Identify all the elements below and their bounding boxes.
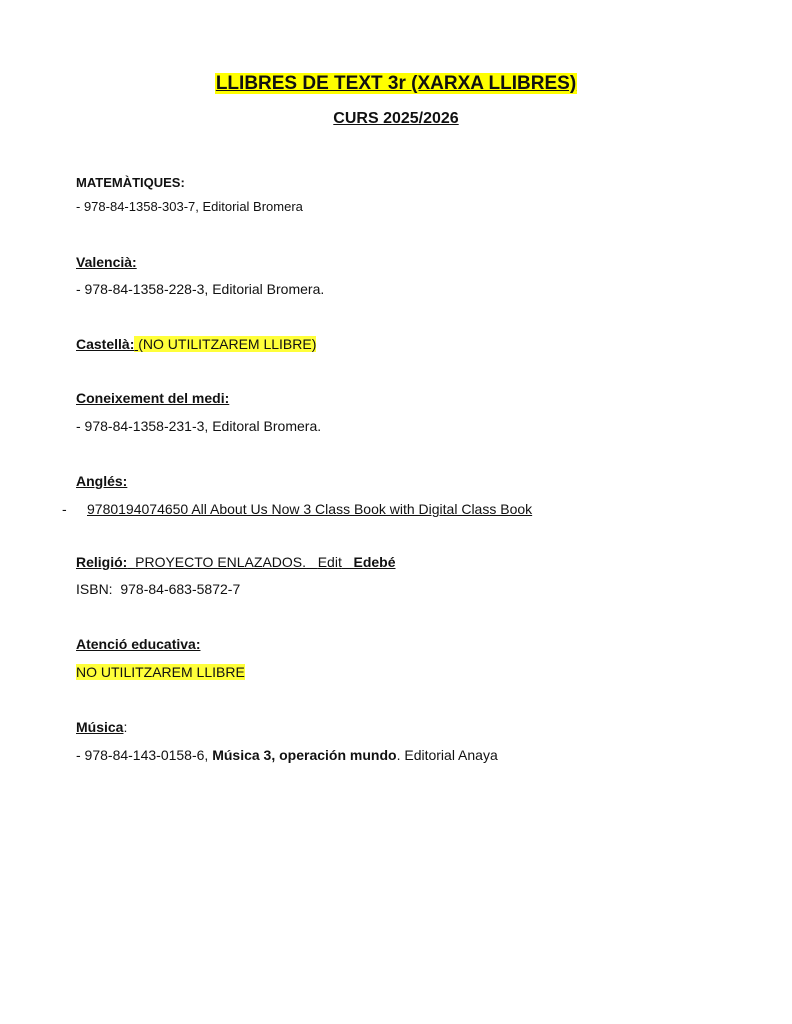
entry-angles: 9780194074650 All About Us Now 3 Class Book with Digital Class Book bbox=[87, 501, 533, 517]
heading-castella: Castellà: bbox=[76, 336, 135, 352]
entry-valencia: - 978-84-1358-228-3, Editorial Bromera. bbox=[76, 281, 325, 297]
note-castella: (NO UTILITZAREM LLIBRE) bbox=[138, 336, 317, 352]
row-religio bbox=[76, 553, 396, 571]
musica-book: Música 3, operación mundo bbox=[212, 747, 397, 763]
isbn-value: 978-84-683-5872-7 bbox=[120, 581, 241, 597]
row-musica-heading bbox=[76, 718, 127, 736]
entry-matematiques: - 978-84-1358-303-7, Editorial Bromera bbox=[76, 199, 303, 214]
note-atencio: NO UTILITZAREM LLIBRE bbox=[76, 664, 245, 680]
entry-musica bbox=[76, 746, 498, 764]
row-castella bbox=[76, 335, 316, 353]
row-atencio-note bbox=[76, 663, 245, 681]
angles-bullet: - bbox=[62, 501, 67, 517]
heading-angles: Anglés: bbox=[76, 473, 128, 489]
musica-suffix: . Editorial Anaya bbox=[396, 747, 498, 763]
page-title bbox=[0, 72, 792, 96]
page-subtitle: CURS 2025/2026 bbox=[333, 110, 459, 127]
musica-prefix: - 978-84-143-0158-6, bbox=[76, 747, 213, 763]
page-title-text: LLIBRES DE TEXT 3r (XARXA LLIBRES) bbox=[215, 73, 577, 94]
heading-valencia: Valencià: bbox=[76, 254, 137, 270]
row-religio-isbn bbox=[76, 580, 240, 598]
religio-book: PROYECTO ENLAZADOS. bbox=[135, 554, 307, 570]
religio-edit: Edit bbox=[317, 554, 342, 570]
heading-musica: Música bbox=[76, 719, 124, 735]
heading-matematiques: MATEMÀTIQUES: bbox=[76, 175, 185, 190]
entry-medi: - 978-84-1358-231-3, Editoral Bromera. bbox=[76, 418, 322, 434]
religio-publisher: Edebé bbox=[353, 554, 396, 570]
heading-religio: Religió: bbox=[76, 554, 128, 570]
heading-medi: Coneixement del medi: bbox=[76, 390, 230, 406]
musica-colon: : bbox=[123, 719, 128, 735]
heading-atencio: Atenció educativa: bbox=[76, 636, 201, 652]
isbn-label: ISBN: bbox=[76, 581, 113, 597]
